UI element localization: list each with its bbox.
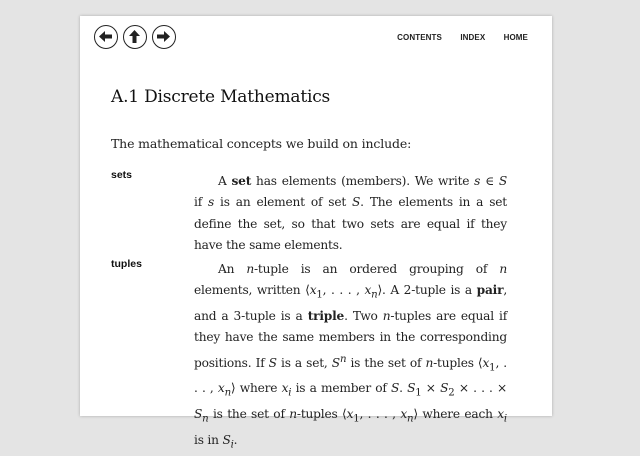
intro-text: The mathematical concepts we build on include: xyxy=(111,136,412,151)
forward-button[interactable] xyxy=(152,25,176,49)
home-link[interactable]: HOME xyxy=(503,33,528,42)
arrow-right-icon xyxy=(155,28,172,45)
definition-tuples xyxy=(194,259,507,456)
arrow-left-icon xyxy=(97,28,114,45)
back-button[interactable] xyxy=(94,25,118,49)
arrow-up-icon xyxy=(126,28,143,45)
definition-text: An n-tuple is an ordered grouping of n elements, written $⟨x_1$, . . . , $x_n⟩$. A 2-tuple is a pair, and a 3-tuple is a triple. Two n-tuples are equal if they have the same members in the corresponding positions. If S is a set, $S^n$ is the set of n-tuples $⟨x_1$, . . . , $x_n⟩$ where $x_i$ is a member of S. $S_1 \times S_2$ × . . . × $S_n$ is the set of n-tuples $⟨x_1$, . . . , $x_n⟩$ where each $x_i$ is in $S_i$. xyxy=(194,262,508,451)
term-sets: sets xyxy=(111,169,133,181)
definition-text: A set has elements (members). We write s ∈ S if s is an element of set S. The elements in a set define the set, so that two sets are equal if they have the same elements. xyxy=(194,174,507,252)
index-link[interactable]: INDEX xyxy=(460,33,486,42)
section-title: A.1 Discrete Mathematics xyxy=(111,87,331,107)
definition-sets xyxy=(194,171,507,256)
term-tuples: tuples xyxy=(111,258,142,270)
top-links xyxy=(381,33,528,42)
contents-link[interactable]: CONTENTS xyxy=(397,33,442,42)
up-button[interactable] xyxy=(123,25,147,49)
document-page xyxy=(80,16,552,451)
